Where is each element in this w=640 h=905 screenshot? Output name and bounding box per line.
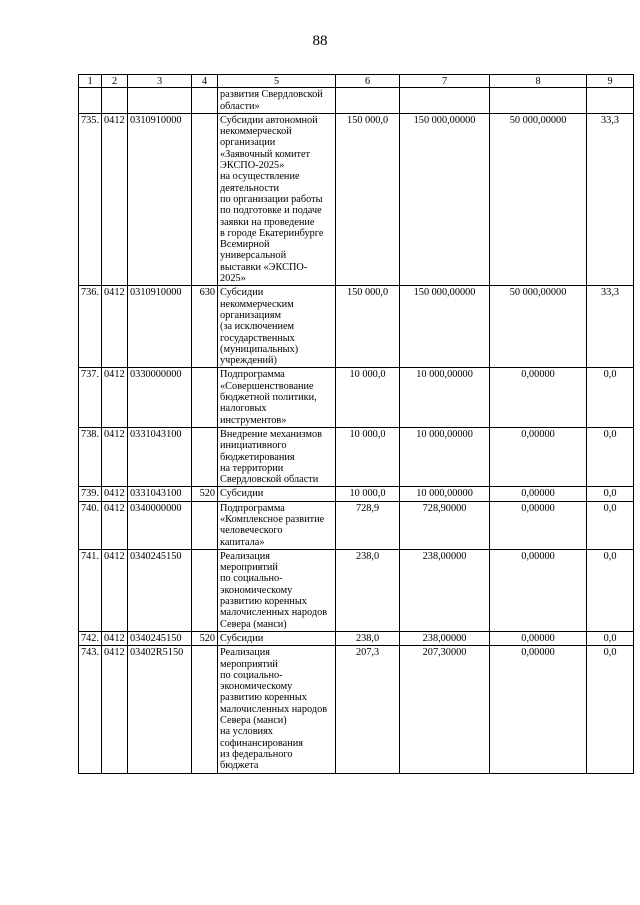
amount-approved: 10 000,0 — [336, 487, 400, 501]
item-name: Подпрограмма «Совершенствование бюджетной политики, налоговых инструментов» — [218, 368, 336, 427]
table-row — [79, 549, 634, 631]
amount-approved: 728,9 — [336, 501, 400, 549]
table-row — [79, 286, 634, 368]
item-name: Субсидии автономной некоммерческой организации «Заявочный комитет ЭКСПО-2025» на осуществление деятельности по организации работы по подготовке и подаче заявки на проведение в городе Екатеринбурге Всемирной универсальной выставки «ЭКСПО- 2025» — [218, 113, 336, 285]
section-code: 0412 — [102, 646, 128, 773]
header-col-8: 8 — [490, 75, 587, 88]
amount-approved — [336, 88, 400, 114]
item-name: развития Свердловской области» — [218, 88, 336, 114]
header-col-1: 1 — [79, 75, 102, 88]
header-col-9: 9 — [587, 75, 634, 88]
expense-type — [192, 549, 218, 631]
table-row — [79, 113, 634, 285]
amount-planned: 728,90000 — [400, 501, 490, 549]
expense-type: 630 — [192, 286, 218, 368]
table-row — [79, 631, 634, 645]
amount-approved: 207,3 — [336, 646, 400, 773]
amount-approved: 10 000,0 — [336, 427, 400, 486]
table-row — [79, 427, 634, 486]
percent-executed: 33,3 — [587, 113, 634, 285]
percent-executed: 33,3 — [587, 286, 634, 368]
percent-executed: 0,0 — [587, 646, 634, 773]
row-number: 738. — [79, 427, 102, 486]
expense-type — [192, 113, 218, 285]
amount-planned: 238,00000 — [400, 631, 490, 645]
item-name: Внедрение механизмов инициативного бюджетирования на территории Свердловской области — [218, 427, 336, 486]
table-row — [79, 88, 634, 114]
amount-executed: 50 000,00000 — [490, 113, 587, 285]
row-number: 736. — [79, 286, 102, 368]
target-code: 0310910000 — [128, 113, 192, 285]
page-number: 88 — [312, 33, 328, 49]
percent-executed — [587, 88, 634, 114]
target-code: 0340000000 — [128, 501, 192, 549]
expense-type — [192, 501, 218, 549]
target-code: 0331043100 — [128, 487, 192, 501]
percent-executed: 0,0 — [587, 487, 634, 501]
item-name: Субсидии — [218, 631, 336, 645]
header-col-7: 7 — [400, 75, 490, 88]
expense-type — [192, 368, 218, 427]
table-row — [79, 368, 634, 427]
amount-planned: 238,00000 — [400, 549, 490, 631]
amount-approved: 238,0 — [336, 631, 400, 645]
amount-planned: 10 000,00000 — [400, 487, 490, 501]
item-name: Подпрограмма «Комплексное развитие человеческого капитала» — [218, 501, 336, 549]
row-number: 743. — [79, 646, 102, 773]
header-col-5: 5 — [218, 75, 336, 88]
percent-executed: 0,0 — [587, 501, 634, 549]
amount-planned: 10 000,00000 — [400, 427, 490, 486]
target-code — [128, 88, 192, 114]
target-code: 0331043100 — [128, 427, 192, 486]
amount-executed: 0,00000 — [490, 549, 587, 631]
amount-executed: 0,00000 — [490, 427, 587, 486]
amount-planned: 10 000,00000 — [400, 368, 490, 427]
amount-executed: 0,00000 — [490, 501, 587, 549]
header-col-4: 4 — [192, 75, 218, 88]
section-code: 0412 — [102, 549, 128, 631]
amount-planned — [400, 88, 490, 114]
budget-table — [78, 74, 634, 774]
expense-type: 520 — [192, 631, 218, 645]
section-code: 0412 — [102, 487, 128, 501]
amount-executed: 50 000,00000 — [490, 286, 587, 368]
table-row — [79, 646, 634, 773]
section-code: 0412 — [102, 286, 128, 368]
header-col-3: 3 — [128, 75, 192, 88]
row-number: 739. — [79, 487, 102, 501]
table-body — [79, 88, 634, 773]
expense-type — [192, 427, 218, 486]
row-number: 735. — [79, 113, 102, 285]
amount-planned: 150 000,00000 — [400, 286, 490, 368]
section-code — [102, 88, 128, 114]
target-code: 0340245150 — [128, 549, 192, 631]
expense-type — [192, 646, 218, 773]
amount-approved: 10 000,0 — [336, 368, 400, 427]
percent-executed: 0,0 — [587, 631, 634, 645]
item-name: Субсидии некоммерческим организациям (за исключением государственных (муниципальных) учреждений) — [218, 286, 336, 368]
amount-planned: 207,30000 — [400, 646, 490, 773]
section-code: 0412 — [102, 631, 128, 645]
amount-approved: 150 000,0 — [336, 286, 400, 368]
row-number — [79, 88, 102, 114]
table-row — [79, 487, 634, 501]
target-code: 03402R5150 — [128, 646, 192, 773]
amount-executed: 0,00000 — [490, 631, 587, 645]
row-number: 741. — [79, 549, 102, 631]
header-row — [79, 75, 634, 88]
percent-executed: 0,0 — [587, 368, 634, 427]
amount-executed: 0,00000 — [490, 368, 587, 427]
target-code: 0340245150 — [128, 631, 192, 645]
header-col-2: 2 — [102, 75, 128, 88]
percent-executed: 0,0 — [587, 549, 634, 631]
target-code: 0330000000 — [128, 368, 192, 427]
amount-executed: 0,00000 — [490, 487, 587, 501]
section-code: 0412 — [102, 501, 128, 549]
row-number: 740. — [79, 501, 102, 549]
item-name: Реализация мероприятий по социально- экономическому развитию коренных малочисленных народов Севера (манси) — [218, 549, 336, 631]
row-number: 737. — [79, 368, 102, 427]
amount-executed: 0,00000 — [490, 646, 587, 773]
amount-planned: 150 000,00000 — [400, 113, 490, 285]
expense-type — [192, 88, 218, 114]
row-number: 742. — [79, 631, 102, 645]
section-code: 0412 — [102, 368, 128, 427]
expense-type: 520 — [192, 487, 218, 501]
amount-approved: 150 000,0 — [336, 113, 400, 285]
section-code: 0412 — [102, 113, 128, 285]
item-name: Субсидии — [218, 487, 336, 501]
percent-executed: 0,0 — [587, 427, 634, 486]
header-col-6: 6 — [336, 75, 400, 88]
amount-approved: 238,0 — [336, 549, 400, 631]
amount-executed — [490, 88, 587, 114]
section-code: 0412 — [102, 427, 128, 486]
item-name: Реализация мероприятий по социально- экономическому развитию коренных малочисленных народов Севера (манси) на условиях софинансирования из федерального бюджета — [218, 646, 336, 773]
table-row — [79, 501, 634, 549]
target-code: 0310910000 — [128, 286, 192, 368]
